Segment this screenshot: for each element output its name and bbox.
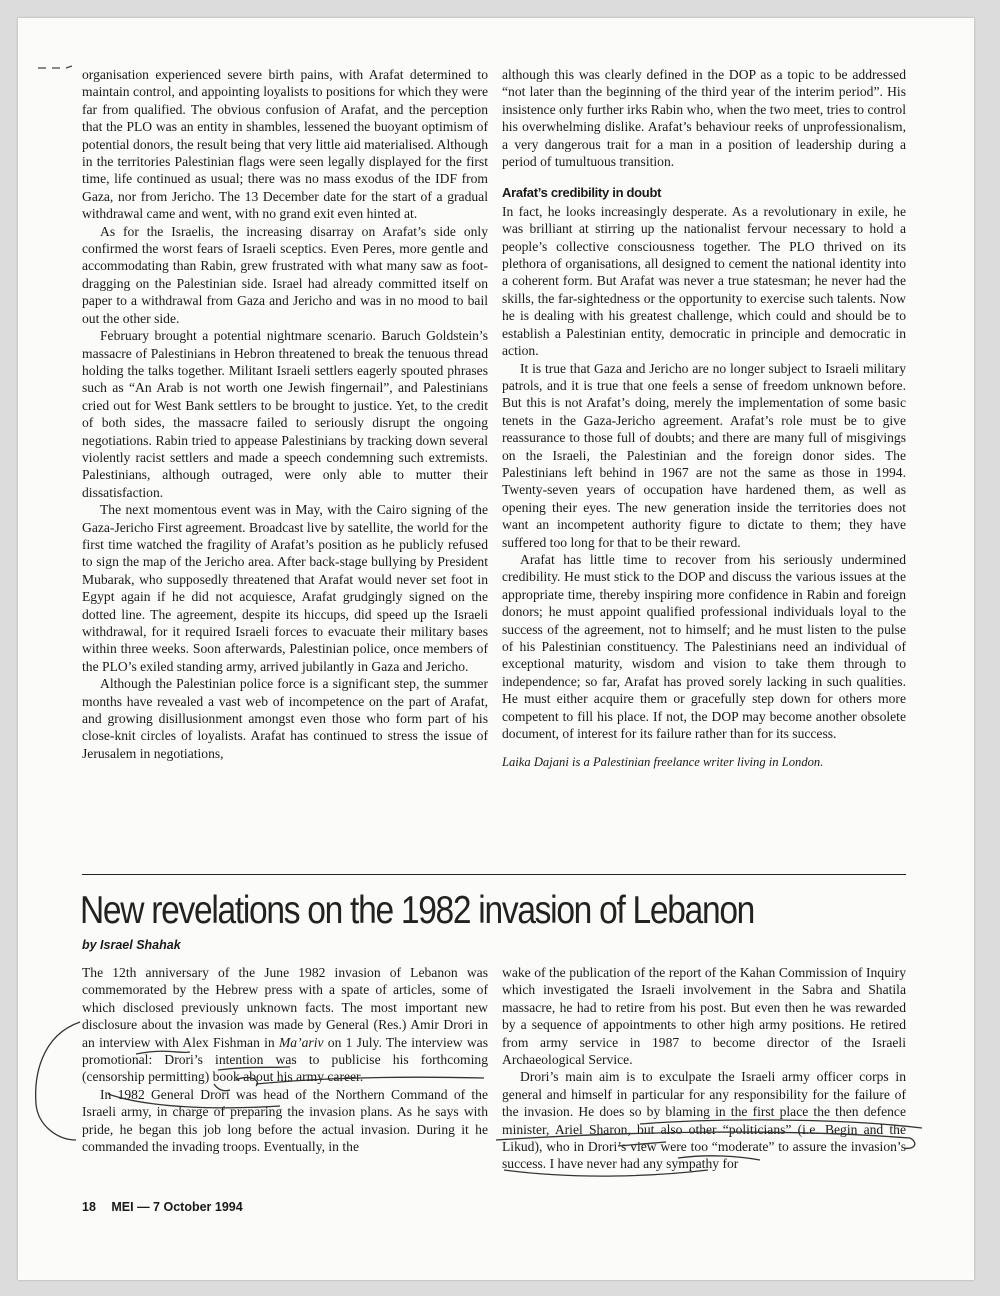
article2-right-column — [502, 964, 906, 1173]
paragraph: In fact, he looks increasingly desperate. As a revolutionary in exile, he was brilliant at stirring up the nationalist fervour necessary to hold a people’s collective consciousness together. The PLO thrived on its plethora of organisations, all designed to cement the national identity into a coherent form. But Arafat was never a true statesman; he never had the skills, the far-sightedness or the opportunity to exercise such talents. Now he is dealing with his greatest challenge, which could and should be to establish a Palestinian entity, democratic in principle and democratic in action. — [502, 203, 906, 359]
paragraph: It is true that Gaza and Jericho are no longer subject to Israeli military patrols, and it is true that one feels a sense of freedom unknown before. But this is not Arafat’s doing, merely the implementation of some basic tenets in the Gaza-Jericho agreement. Arafat’s role must be to give reassurance to those full of doubts; and there are many full of misgivings on the Israeli, the Palestinian and the foreign donor sides. The Palestinians left behind in 1967 are not the same as those in 1994. Twenty-seven years of occupation have hardened them, as well as opening their eyes. The new generation inside the territories does not want an incompetent authority figure to dictate to them; they have suffered too long for that to be their reward. — [502, 360, 906, 550]
article1-right-column — [502, 66, 906, 772]
paragraph-text: on 1 July. The interview was promotional: Drori’s intention was to publicise his forthcoming (censorship permitting) book about his army career. — [82, 1034, 488, 1085]
paragraph: Although the Palestinian police force is a significant step, the summer months have revealed a vast web of incompetence on the part of Arafat, and growing disillusionment amongst even those who form part of his close-knit circles of loyalists. Arafat has continued to stress the issue of Jerusalem in negotiations, — [82, 676, 488, 761]
ink-mark-icon — [36, 62, 76, 74]
paragraph: although this was clearly defined in the DOP as a topic to be addressed “not later than the beginning of the third year of the interim period”. His insistence only further irks Rabin who, when the two meet, tries to control his overwhelming dislike. Arafat’s behaviour reeks of unprofessionalism, a very dangerous trait for a man in a position of leadership during a period of tumultuous transition. — [502, 67, 906, 170]
publication-name: Ma’ariv — [278, 1034, 324, 1050]
paragraph-text: The 12th anniversary of the June 1982 invasion of Lebanon was commemorated by the Hebrew press with a spate of articles, some of which disclosed previously unknown facts. The most important new disclosure about the invasion was made by General (Res.) Amir Drori in an interview with Alex Fishman in — [82, 965, 488, 1050]
paragraph: organisation experienced severe birth pains, with Arafat determined to maintain control, and appointing loyalists to positions for which they were far from qualified. The obvious confusion of Arafat, and the perception that the PLO was an entity in shambles, lessened the buoyant optimism of potential donors, the result being that very little aid materialised. Although in the territories Palestinian flags were seen legally displayed for the first time, life continued as usual; there was no mass exodus of the IDF from Gaza, nor from Jericho. The 13 December date for the start of a gradual withdrawal came and went, with no grand exit even hinted at. — [82, 67, 488, 222]
publication-date: MEI — 7 October 1994 — [111, 1200, 243, 1214]
paragraph: As for the Israelis, the increasing disarray on Arafat’s side only confirmed the worst fears of Israeli sceptics. Even Peres, more gentle and accommodating than Rabin, grew frustrated with what many saw as foot-dragging on the Palestinian side. Israel had already committed itself on paper to a withdrawal from Gaza and Jericho and was in no mood to bail out the other side. — [82, 223, 488, 326]
paragraph: In 1982 General Drori was head of the Northern Command of the Israeli army, in charge of preparing the invasion plans. As he says with pride, he began this job long before the actual invasion. During it he commanded the invading troops. Eventually, in the — [82, 1086, 488, 1155]
article2-left-column — [82, 964, 488, 1155]
paragraph — [82, 964, 488, 1086]
page-footer — [82, 1200, 255, 1214]
paragraph: Arafat has little time to recover from his seriously undermined credibility. He must stick to the DOP and discuss the various issues at the appropriate time, thereby inspiring more confidence in Rabin and foreign donors; he must appoint qualified professional individuals loyal to the success of the agreement, not to himself; and he must listen to the pulse of his Palestinian constituency. The Palestinians need an individual of exceptional maturity, wisdom and vision to take them through to independence; so far, Arafat has proved sorely lacking in such qualities. He must either acquire them or gracefully step down for others more competent to fill his place. If not, the DOP may become another obsolete document, of interest for its failure rather than for its success. — [502, 551, 906, 742]
paragraph: The next momentous event was in May, with the Cairo signing of the Gaza-Jericho First agreement. Broadcast live by satellite, the world for the first time watched the fragility of Arafat’s position as he publicly refused to sign the map of the Jericho area. After back-stage bullying by President Mubarak, who supposedly threatened that Arafat would never set foot in Egypt again if he did not acquiesce, Arafat grudgingly signed on the dotted line. The agreement, despite its hiccups, did speed up the Israeli withdrawal, for it required Israeli forces to evacuate their military bases within three weeks. Soon afterwards, Palestinian police, once members of the PLO’s exiled standing army, arrived jubilantly in Gaza and Jericho. — [82, 502, 488, 674]
magazine-page — [18, 18, 974, 1280]
page-number: 18 — [82, 1200, 96, 1214]
paragraph: February brought a potential nightmare scenario. Baruch Goldstein’s massacre of Palestinians in Hebron threatened to break the tenuous thread holding the talks together. Militant Israeli settlers eagerly spouted phrases such as “An Arab is not worth one Jewish fingernail”, and Palestinians cried out for West Bank settlers to be brought to justice. Yet, to the credit of both sides, the massacre failed to seriously disrupt the ongoing negotiations. Rabin tried to appease Palestinians by tracking down several violently racist settlers and made a speech condemning such extremists. Palestinians, although outraged, were only able to mutter their dissatisfaction. — [82, 328, 488, 500]
article2-byline: by Israel Shahak — [82, 938, 181, 952]
article2-headline: New revelations on the 1982 invasion of Lebanon — [80, 889, 755, 932]
paragraph: Drori’s main aim is to exculpate the Israeli army officer corps in general and himself in particular for any responsibility for the failure of the invasion. He does so by blaming in the first place the then defence minister, Ariel Sharon, but also other “politicians” (i.e. Begin and the Likud), who in Drori’s view were too “moderate” to assure the invasion’s success. I have never had any sympathy for — [502, 1069, 906, 1172]
paragraph: wake of the publication of the report of the Kahan Commission of Inquiry which investigated the Israeli involvement in the Sabra and Shatila massacre, he had to retire from his post. But even then he was rewarded by a sequence of appointments to other high army positions. He retired from army service in 1987 to become director of the Israeli Archaeological Service. — [502, 965, 906, 1068]
subheading: Arafat’s credibility in doubt — [502, 185, 662, 201]
section-divider — [82, 874, 906, 875]
article1-left-column — [82, 66, 488, 762]
author-bio: Laika Dajani is a Palestinian freelance writer living in London. — [502, 755, 824, 770]
